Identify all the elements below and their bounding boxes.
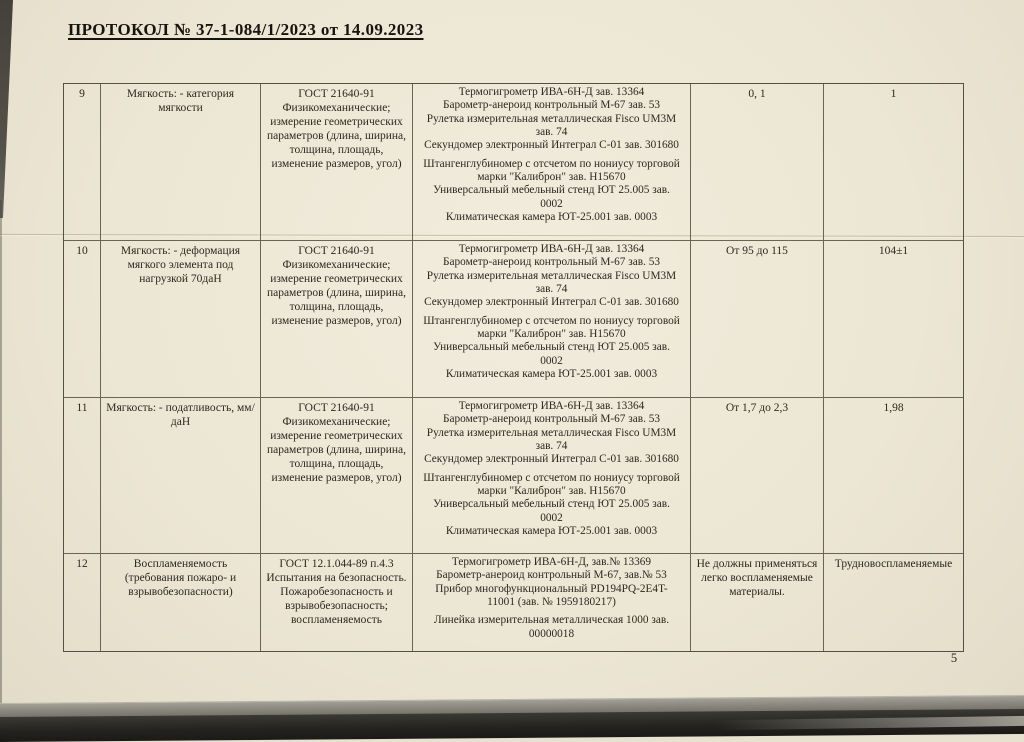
equipment-cell	[413, 84, 691, 241]
equipment-line: Барометр-анероид контрольный М-67 зав. 53	[442, 99, 661, 112]
equipment-line: Климатическая камера ЮТ-25.001 зав. 0003	[445, 367, 658, 380]
row-number-cell: 12	[64, 554, 101, 651]
equipment-cell	[413, 241, 691, 398]
method-cell: ГОСТ 21640-91 Физикомеханические; измерение геометрических параметров (длина, ширина, толщина, площадь, изменение размеров, угол)	[261, 241, 413, 398]
equipment-line: Секундомер электронный Интеграл С-01 зав. 301680	[424, 296, 679, 309]
norm-cell: От 1,7 до 2,3	[691, 398, 824, 554]
row-number-cell: 9	[64, 84, 101, 241]
result-cell: 104±1	[824, 241, 963, 398]
norm-cell: 0, 1	[691, 84, 824, 241]
scan-edge-bottom	[0, 690, 1024, 736]
method-cell: ГОСТ 21640-91 Физикомеханические; измерение геометрических параметров (длина, ширина, толщина, площадь, изменение размеров, угол)	[261, 398, 413, 554]
characteristic-cell: Мягкость: - деформация мягкого элемента под нагрузкой 70даН	[101, 241, 261, 398]
scan-edge-left-thin	[0, 200, 2, 705]
equipment-line: Рулетка измерительная металлическая Fisco UM3M зав. 74	[426, 269, 677, 295]
equipment-line: Термогигрометр ИВА-6Н-Д зав. 13364	[458, 86, 645, 98]
equipment-cell	[413, 554, 691, 651]
equipment-line: Линейка измерительная металлическая 1000 зав. 00000018	[433, 614, 670, 640]
characteristic-cell: Мягкость: - податливость, мм/даН	[101, 398, 261, 554]
protocol-table	[63, 83, 964, 652]
page-title: ПРОТОКОЛ № 37-1-084/1/2023 от 14.09.2023	[68, 20, 424, 39]
result-cell: 1	[824, 84, 963, 241]
equipment-line: Барометр-анероид контрольный М-67 зав. 53	[442, 256, 661, 269]
row-number-cell: 10	[64, 241, 101, 398]
equipment-line: Термогигрометр ИВА-6Н-Д зав. 13364	[458, 400, 645, 412]
equipment-line: Барометр-анероид контрольный М-67, зав.№ 53	[436, 569, 667, 582]
equipment-line: Универсальный мебельный стенд ЮТ 25.005 зав. 0002	[433, 498, 670, 524]
equipment-line: Универсальный мебельный стенд ЮТ 25.005 зав. 0002	[433, 184, 670, 210]
method-cell: ГОСТ 12.1.044-89 п.4.3 Испытания на безопасность. Пожаробезопасность и взрывобезопасность; воспламеняемость	[261, 554, 413, 651]
characteristic-cell: Воспламеняемость (требования пожаро- и взрывобезопасности)	[101, 554, 261, 651]
equipment-line: Рулетка измерительная металлическая Fisco UM3M зав. 74	[426, 112, 677, 138]
equipment-line: Термогигрометр ИВА-6Н-Д зав. 13364	[458, 243, 645, 255]
equipment-line: Секундомер электронный Интеграл С-01 зав. 301680	[424, 139, 679, 152]
page-number: 5	[950, 651, 958, 665]
equipment-line: Климатическая камера ЮТ-25.001 зав. 0003	[445, 210, 658, 223]
equipment-line: Климатическая камера ЮТ-25.001 зав. 0003	[445, 524, 658, 537]
equipment-line: Прибор многофункциональный PD194PQ-2E4T-11001 (зав. № 1959180217)	[435, 582, 668, 608]
result-cell: Трудновоспламеняемые	[834, 558, 953, 570]
equipment-line: Термогигрометр ИВА-6Н-Д, зав.№ 13369	[451, 556, 652, 568]
equipment-line: Универсальный мебельный стенд ЮТ 25.005 зав. 0002	[433, 341, 670, 367]
norm-cell: От 95 до 115	[691, 241, 824, 398]
row-number-cell: 11	[64, 398, 101, 554]
result-cell: 1,98	[824, 398, 963, 554]
equipment-line: Штангенглубиномер с отсчетом по нониусу торговой марки "Калиброн" зав. H15670	[423, 314, 680, 340]
norm-cell: Не должны применяться легко воспламеняемые материалы.	[691, 554, 824, 651]
equipment-line: Рулетка измерительная металлическая Fisco UM3M зав. 74	[426, 426, 677, 452]
equipment-line: Секундомер электронный Интеграл С-01 зав. 301680	[424, 453, 679, 466]
method-cell: ГОСТ 21640-91 Физикомеханические; измерение геометрических параметров (длина, ширина, толщина, площадь, изменение размеров, угол)	[261, 84, 413, 241]
equipment-line: Штангенглубиномер с отсчетом по нониусу торговой марки "Калиброн" зав. H15670	[423, 157, 680, 183]
equipment-line: Штангенглубиномер с отсчетом по нониусу торговой марки "Калиброн" зав. H15670	[423, 471, 680, 497]
characteristic-cell: Мягкость: - категория мягкости	[101, 84, 261, 241]
equipment-cell	[413, 398, 691, 554]
equipment-line: Барометр-анероид контрольный М-67 зав. 53	[442, 413, 661, 426]
